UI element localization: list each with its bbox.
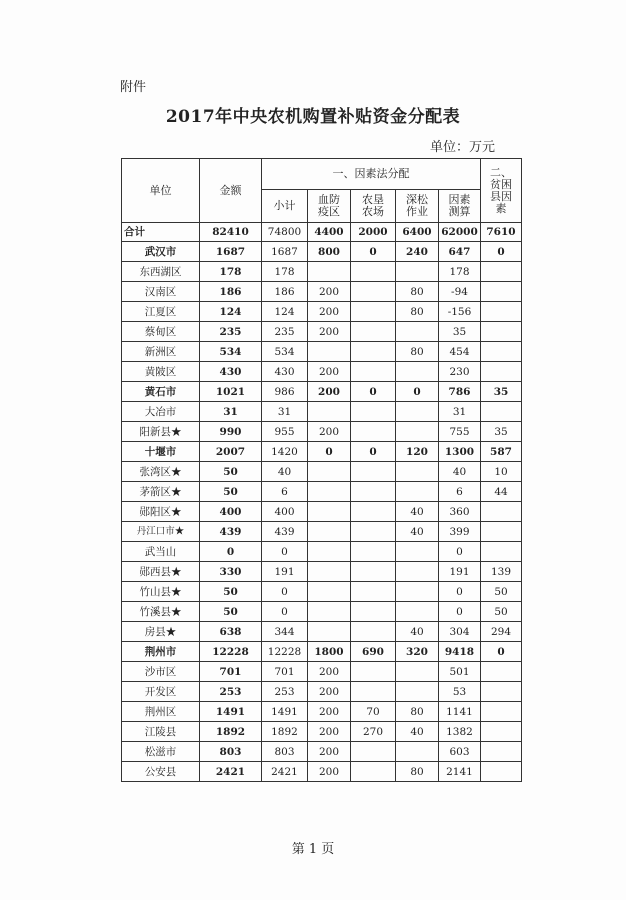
factor-cell: 35: [439, 322, 481, 342]
farm-cell: [351, 482, 396, 502]
row-name-cell: 张湾区★: [122, 462, 200, 482]
deep-tillage-cell: [396, 542, 439, 562]
farm-cell: [351, 762, 396, 782]
farm-cell: [351, 502, 396, 522]
table-row: [122, 362, 522, 382]
factor-cell: 1141: [439, 702, 481, 722]
epidemic-cell: 200: [308, 362, 351, 382]
factor-cell: 360: [439, 502, 481, 522]
subtotal-cell: 186: [262, 282, 308, 302]
table-row: [122, 262, 522, 282]
deep-tillage-cell: [396, 662, 439, 682]
poverty-cell: 10: [481, 462, 522, 482]
epidemic-cell: 200: [308, 682, 351, 702]
subtotal-cell: 1687: [262, 242, 308, 262]
poverty-cell: [481, 282, 522, 302]
amount-cell: 186: [200, 282, 262, 302]
deep-tillage-cell: 240: [396, 242, 439, 262]
amount-cell: 534: [200, 342, 262, 362]
deep-tillage-cell: 320: [396, 642, 439, 662]
epidemic-cell: [308, 622, 351, 642]
factor-cell: 0: [439, 602, 481, 622]
subtotal-cell: 40: [262, 462, 308, 482]
subtotal-cell: 178: [262, 262, 308, 282]
amount-cell: 12228: [200, 642, 262, 662]
poverty-cell: 294: [481, 622, 522, 642]
amount-cell: 253: [200, 682, 262, 702]
deep-tillage-cell: [396, 562, 439, 582]
poverty-cell: 587: [481, 442, 522, 462]
epidemic-cell: [308, 502, 351, 522]
farm-cell: [351, 402, 396, 422]
epidemic-cell: 1800: [308, 642, 351, 662]
row-name-cell: 江陵县: [122, 722, 200, 742]
poverty-cell: [481, 702, 522, 722]
factor-cell: -94: [439, 282, 481, 302]
factor-cell: 1300: [439, 442, 481, 462]
table-row: [122, 342, 522, 362]
deep-tillage-cell: 40: [396, 722, 439, 742]
epidemic-cell: [308, 602, 351, 622]
page-number: 第 1 页: [291, 842, 335, 857]
amount-cell: 638: [200, 622, 262, 642]
table-row: [122, 482, 522, 502]
row-name-cell: 新洲区: [122, 342, 200, 362]
header-subtotal: 小计: [262, 190, 308, 223]
epidemic-cell: [308, 542, 351, 562]
row-name-cell: 郧西县★: [122, 562, 200, 582]
farm-cell: 690: [351, 642, 396, 662]
deep-tillage-cell: 40: [396, 522, 439, 542]
table-row: [122, 682, 522, 702]
poverty-cell: [481, 542, 522, 562]
amount-cell: 430: [200, 362, 262, 382]
row-name-cell: 黄石市: [122, 382, 200, 402]
table-row: [122, 522, 522, 542]
table-row: [122, 702, 522, 722]
farm-cell: [351, 682, 396, 702]
row-name-cell: 十堰市: [122, 442, 200, 462]
header-amount: 金额: [200, 159, 262, 223]
deep-tillage-cell: 40: [396, 622, 439, 642]
amount-cell: 124: [200, 302, 262, 322]
row-name-cell: 开发区: [122, 682, 200, 702]
factor-cell: 0: [439, 542, 481, 562]
row-name-cell: 大冶市: [122, 402, 200, 422]
poverty-cell: 50: [481, 582, 522, 602]
epidemic-cell: 200: [308, 742, 351, 762]
amount-cell: 803: [200, 742, 262, 762]
factor-cell: 191: [439, 562, 481, 582]
farm-cell: [351, 422, 396, 442]
table-row: [122, 402, 522, 422]
row-name-cell: 东西湖区: [122, 262, 200, 282]
subtotal-cell: 803: [262, 742, 308, 762]
header-farm: 农垦农场: [351, 190, 396, 223]
poverty-cell: [481, 662, 522, 682]
deep-tillage-cell: [396, 262, 439, 282]
poverty-cell: [481, 742, 522, 762]
deep-tillage-cell: 80: [396, 302, 439, 322]
epidemic-cell: 200: [308, 382, 351, 402]
header-factor-calc: 因素测算: [439, 190, 481, 223]
factor-cell: 53: [439, 682, 481, 702]
amount-cell: 178: [200, 262, 262, 282]
subtotal-cell: 986: [262, 382, 308, 402]
amount-cell: 50: [200, 582, 262, 602]
factor-cell: 454: [439, 342, 481, 362]
farm-cell: [351, 662, 396, 682]
table-row: [122, 602, 522, 622]
subtotal-cell: 400: [262, 502, 308, 522]
amount-cell: 439: [200, 522, 262, 542]
amount-cell: 50: [200, 482, 262, 502]
farm-cell: [351, 622, 396, 642]
epidemic-cell: 200: [308, 762, 351, 782]
poverty-cell: [481, 682, 522, 702]
factor-cell: 603: [439, 742, 481, 762]
table-row: [122, 662, 522, 682]
subtotal-cell: 0: [262, 542, 308, 562]
factor-cell: 178: [439, 262, 481, 282]
subtotal-cell: 701: [262, 662, 308, 682]
subtotal-cell: 0: [262, 582, 308, 602]
farm-cell: [351, 462, 396, 482]
factor-cell: 501: [439, 662, 481, 682]
amount-cell: 330: [200, 562, 262, 582]
subtotal-cell: 253: [262, 682, 308, 702]
poverty-cell: 44: [481, 482, 522, 502]
deep-tillage-cell: [396, 362, 439, 382]
header-unit: 单位: [122, 159, 200, 223]
table-row: [122, 742, 522, 762]
factor-cell: 62000: [439, 223, 481, 242]
epidemic-cell: 200: [308, 722, 351, 742]
factor-cell: 31: [439, 402, 481, 422]
row-name-cell: 武当山: [122, 542, 200, 562]
row-name-cell: 沙市区: [122, 662, 200, 682]
factor-cell: 786: [439, 382, 481, 402]
factor-cell: 230: [439, 362, 481, 382]
farm-cell: [351, 602, 396, 622]
subtotal-cell: 191: [262, 562, 308, 582]
deep-tillage-cell: [396, 682, 439, 702]
epidemic-cell: [308, 402, 351, 422]
factor-cell: 0: [439, 582, 481, 602]
factor-cell: 1382: [439, 722, 481, 742]
deep-tillage-cell: [396, 482, 439, 502]
epidemic-cell: 4400: [308, 223, 351, 242]
factor-cell: -156: [439, 302, 481, 322]
epidemic-cell: 800: [308, 242, 351, 262]
table-row: [122, 242, 522, 262]
deep-tillage-cell: [396, 322, 439, 342]
row-name-cell: 竹溪县★: [122, 602, 200, 622]
subtotal-cell: 124: [262, 302, 308, 322]
amount-cell: 82410: [200, 223, 262, 242]
row-name-cell: 荆州区: [122, 702, 200, 722]
row-name-cell: 蔡甸区: [122, 322, 200, 342]
deep-tillage-cell: [396, 422, 439, 442]
amount-cell: 31: [200, 402, 262, 422]
header-epidemic-area: 血防疫区: [308, 190, 351, 223]
subtotal-cell: 12228: [262, 642, 308, 662]
farm-cell: [351, 342, 396, 362]
subtotal-cell: 0: [262, 602, 308, 622]
subtotal-cell: 6: [262, 482, 308, 502]
poverty-cell: [481, 262, 522, 282]
poverty-cell: [481, 522, 522, 542]
amount-cell: 1021: [200, 382, 262, 402]
unit-label: 单位：万元: [430, 140, 496, 155]
deep-tillage-cell: 80: [396, 762, 439, 782]
table-row: [122, 762, 522, 782]
row-name-cell: 丹江口市★: [122, 522, 200, 542]
amount-cell: 50: [200, 602, 262, 622]
table-row: [122, 642, 522, 662]
row-name-cell: 房县★: [122, 622, 200, 642]
epidemic-cell: [308, 262, 351, 282]
deep-tillage-cell: [396, 582, 439, 602]
amount-cell: 701: [200, 662, 262, 682]
row-name-cell: 武汉市: [122, 242, 200, 262]
row-name-cell: 荆州市: [122, 642, 200, 662]
farm-cell: [351, 302, 396, 322]
table-row: [122, 302, 522, 322]
poverty-cell: 0: [481, 242, 522, 262]
table-row: [122, 422, 522, 442]
row-name-cell: 郧阳区★: [122, 502, 200, 522]
factor-cell: 755: [439, 422, 481, 442]
table-row: [122, 282, 522, 302]
header-deep-tillage: 深松作业: [396, 190, 439, 223]
row-name-cell: 汉南区: [122, 282, 200, 302]
farm-cell: [351, 362, 396, 382]
farm-cell: 0: [351, 242, 396, 262]
deep-tillage-cell: 6400: [396, 223, 439, 242]
subtotal-cell: 2421: [262, 762, 308, 782]
amount-cell: 2007: [200, 442, 262, 462]
subtotal-cell: 1420: [262, 442, 308, 462]
poverty-cell: [481, 362, 522, 382]
row-name-cell: 江夏区: [122, 302, 200, 322]
deep-tillage-cell: 0: [396, 382, 439, 402]
amount-cell: 235: [200, 322, 262, 342]
allocation-table: [121, 158, 522, 782]
farm-cell: [351, 582, 396, 602]
epidemic-cell: 200: [308, 322, 351, 342]
poverty-cell: [481, 402, 522, 422]
row-name-cell: 公安县: [122, 762, 200, 782]
factor-cell: 9418: [439, 642, 481, 662]
epidemic-cell: 0: [308, 442, 351, 462]
poverty-cell: 139: [481, 562, 522, 582]
farm-cell: [351, 562, 396, 582]
row-name-cell: 竹山县★: [122, 582, 200, 602]
deep-tillage-cell: [396, 602, 439, 622]
factor-cell: 2141: [439, 762, 481, 782]
deep-tillage-cell: [396, 402, 439, 422]
amount-cell: 0: [200, 542, 262, 562]
table-row: [122, 722, 522, 742]
poverty-cell: 0: [481, 642, 522, 662]
table-row: [122, 542, 522, 562]
table-row: [122, 622, 522, 642]
row-name-cell: 松滋市: [122, 742, 200, 762]
factor-cell: 6: [439, 482, 481, 502]
deep-tillage-cell: [396, 742, 439, 762]
epidemic-cell: 200: [308, 302, 351, 322]
farm-cell: 0: [351, 382, 396, 402]
subtotal-cell: 439: [262, 522, 308, 542]
amount-cell: 1491: [200, 702, 262, 722]
subtotal-cell: 430: [262, 362, 308, 382]
poverty-cell: 35: [481, 422, 522, 442]
row-name-cell: 阳新县★: [122, 422, 200, 442]
table-row: [122, 442, 522, 462]
deep-tillage-cell: 120: [396, 442, 439, 462]
farm-cell: [351, 522, 396, 542]
subtotal-cell: 1892: [262, 722, 308, 742]
farm-cell: 2000: [351, 223, 396, 242]
farm-cell: [351, 542, 396, 562]
amount-cell: 50: [200, 462, 262, 482]
amount-cell: 2421: [200, 762, 262, 782]
farm-cell: [351, 742, 396, 762]
farm-cell: 0: [351, 442, 396, 462]
table-row: [122, 223, 522, 242]
deep-tillage-cell: 80: [396, 342, 439, 362]
poverty-cell: [481, 302, 522, 322]
subtotal-cell: 1491: [262, 702, 308, 722]
subtotal-cell: 534: [262, 342, 308, 362]
farm-cell: [351, 322, 396, 342]
attachment-label: 附件: [120, 80, 147, 95]
table-row: [122, 322, 522, 342]
epidemic-cell: [308, 482, 351, 502]
poverty-cell: 50: [481, 602, 522, 622]
deep-tillage-cell: 40: [396, 502, 439, 522]
deep-tillage-cell: [396, 462, 439, 482]
factor-cell: 40: [439, 462, 481, 482]
header-poverty-factor: 二、贫困县因素: [481, 159, 522, 223]
row-name-cell: 黄陂区: [122, 362, 200, 382]
table-row: [122, 462, 522, 482]
epidemic-cell: [308, 462, 351, 482]
epidemic-cell: [308, 522, 351, 542]
epidemic-cell: 200: [308, 282, 351, 302]
factor-cell: 399: [439, 522, 481, 542]
subtotal-cell: 235: [262, 322, 308, 342]
deep-tillage-cell: 80: [396, 282, 439, 302]
farm-cell: 270: [351, 722, 396, 742]
table-row: [122, 582, 522, 602]
amount-cell: 400: [200, 502, 262, 522]
farm-cell: [351, 282, 396, 302]
epidemic-cell: [308, 562, 351, 582]
farm-cell: 70: [351, 702, 396, 722]
poverty-cell: [481, 502, 522, 522]
amount-cell: 1687: [200, 242, 262, 262]
table-row: [122, 502, 522, 522]
table-row: [122, 562, 522, 582]
poverty-cell: 7610: [481, 223, 522, 242]
poverty-cell: 35: [481, 382, 522, 402]
table-row: [122, 382, 522, 402]
row-name-cell: 茅箭区★: [122, 482, 200, 502]
epidemic-cell: [308, 582, 351, 602]
subtotal-cell: 344: [262, 622, 308, 642]
deep-tillage-cell: 80: [396, 702, 439, 722]
subtotal-cell: 31: [262, 402, 308, 422]
header-factor-allocation: 一、因素法分配: [262, 159, 481, 190]
poverty-cell: [481, 342, 522, 362]
poverty-cell: [481, 762, 522, 782]
poverty-cell: [481, 722, 522, 742]
amount-cell: 990: [200, 422, 262, 442]
epidemic-cell: [308, 342, 351, 362]
row-name-cell: 合计: [122, 223, 200, 242]
factor-cell: 304: [439, 622, 481, 642]
epidemic-cell: 200: [308, 662, 351, 682]
page-title: 2017年中央农机购置补贴资金分配表: [165, 107, 461, 127]
subtotal-cell: 955: [262, 422, 308, 442]
epidemic-cell: 200: [308, 422, 351, 442]
subtotal-cell: 74800: [262, 223, 308, 242]
factor-cell: 647: [439, 242, 481, 262]
farm-cell: [351, 262, 396, 282]
poverty-cell: [481, 322, 522, 342]
epidemic-cell: 200: [308, 702, 351, 722]
amount-cell: 1892: [200, 722, 262, 742]
